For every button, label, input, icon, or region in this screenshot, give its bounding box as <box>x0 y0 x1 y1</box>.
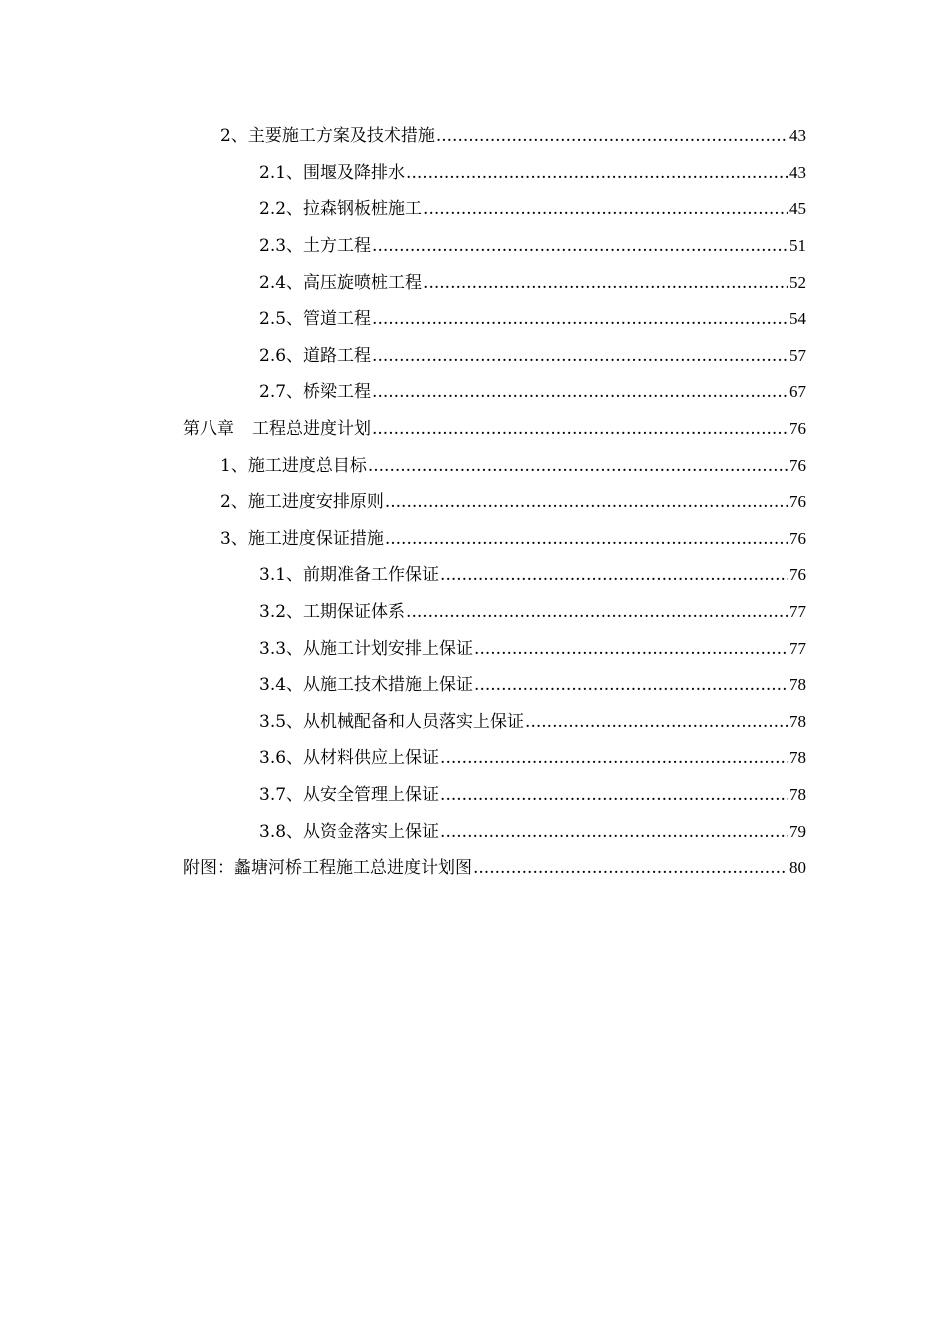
entry-page-number: 78 <box>789 748 806 768</box>
entry-title: 从安全管理上保证 <box>303 784 440 805</box>
toc-entry[interactable] <box>0 155 950 192</box>
entry-title: 道路工程 <box>303 345 372 366</box>
toc-entry[interactable] <box>0 521 950 558</box>
entry-number: 2.5、 <box>259 309 304 330</box>
entry-page-number: 79 <box>789 821 806 841</box>
entry-number: 1、 <box>220 455 248 476</box>
entry-page-number: 67 <box>789 382 806 402</box>
dot-leader <box>372 419 788 439</box>
entry-title: 主要施工方案及技术措施 <box>247 126 435 147</box>
entry-title: 前期准备工作保证 <box>303 565 440 586</box>
entry-number: 2、 <box>220 126 248 147</box>
entry-page-number: 43 <box>789 162 806 182</box>
entry-page-number: 78 <box>789 784 806 804</box>
entry-page-number: 57 <box>789 345 806 365</box>
entry-title: 从机械配备和人员落实上保证 <box>303 711 525 732</box>
entry-title: 管道工程 <box>303 309 372 330</box>
dot-leader <box>473 858 788 878</box>
dot-leader <box>423 273 788 293</box>
entry-page-number: 54 <box>789 309 806 329</box>
entry-title: 工期保证体系 <box>303 602 406 623</box>
entry-number: 3.8、 <box>259 821 304 842</box>
entry-number: 2.6、 <box>259 345 304 366</box>
toc-entry[interactable] <box>0 301 950 338</box>
entry-page-number: 76 <box>789 492 806 512</box>
entry-number: 3.3、 <box>259 638 304 659</box>
entry-page-number: 45 <box>789 199 806 219</box>
entry-number: 3.2、 <box>259 602 304 623</box>
entry-page-number: 76 <box>789 419 806 439</box>
toc-entry[interactable] <box>0 667 950 704</box>
dot-leader <box>525 712 788 732</box>
entry-page-number: 78 <box>789 675 806 695</box>
table-of-contents <box>0 118 950 886</box>
entry-title: 施工进度总目标 <box>247 455 367 476</box>
entry-number: 3.4、 <box>259 675 304 696</box>
entry-number: 第八章 <box>183 419 234 440</box>
dot-leader <box>406 163 788 183</box>
entry-page-number: 77 <box>789 602 806 622</box>
toc-entry[interactable] <box>0 374 950 411</box>
toc-entry[interactable] <box>0 228 950 265</box>
entry-page-number: 77 <box>789 638 806 658</box>
entry-page-number: 80 <box>789 858 806 878</box>
toc-entry[interactable] <box>0 264 950 301</box>
entry-number: 3.7、 <box>259 784 304 805</box>
toc-entry[interactable] <box>0 813 950 850</box>
dot-leader <box>474 675 788 695</box>
toc-entry[interactable] <box>0 338 950 375</box>
dot-leader <box>372 309 788 329</box>
entry-page-number: 51 <box>789 236 806 256</box>
dot-leader <box>372 382 788 402</box>
dot-leader <box>436 126 788 146</box>
entry-title: 桥梁工程 <box>303 382 372 403</box>
entry-title: 施工进度安排原则 <box>247 492 384 513</box>
toc-entry[interactable] <box>0 630 950 667</box>
toc-entry[interactable] <box>0 704 950 741</box>
entry-page-number: 76 <box>789 528 806 548</box>
dot-leader <box>440 785 788 805</box>
entry-title: 工程总进度计划 <box>252 419 371 440</box>
toc-entry[interactable] <box>0 777 950 814</box>
dot-leader <box>440 565 788 585</box>
dot-leader <box>372 236 788 256</box>
entry-number: 2、 <box>220 492 248 513</box>
dot-leader <box>385 529 788 549</box>
entry-page-number: 52 <box>789 272 806 292</box>
entry-number: 2.1、 <box>259 162 304 183</box>
toc-entry[interactable] <box>0 740 950 777</box>
entry-title: 土方工程 <box>303 236 372 257</box>
dot-leader <box>423 199 788 219</box>
entry-title: 围堰及降排水 <box>303 162 406 183</box>
dot-leader <box>385 492 788 512</box>
entry-number: 2.7、 <box>259 382 304 403</box>
dot-leader <box>474 639 788 659</box>
toc-entry-appendix[interactable] <box>0 850 950 887</box>
entry-page-number: 76 <box>789 565 806 585</box>
entry-number: 附图： <box>183 858 234 879</box>
entry-number: 3、 <box>220 528 248 549</box>
entry-page-number: 78 <box>789 711 806 731</box>
entry-title: 施工进度保证措施 <box>247 528 384 549</box>
entry-number: 3.5、 <box>259 711 304 732</box>
entry-title: 拉森钢板桩施工 <box>303 199 423 220</box>
toc-entry-chapter[interactable] <box>0 411 950 448</box>
toc-entry[interactable] <box>0 447 950 484</box>
entry-title: 从资金落实上保证 <box>303 821 440 842</box>
dot-leader <box>372 346 788 366</box>
toc-entry[interactable] <box>0 557 950 594</box>
entry-title: 从施工技术措施上保证 <box>303 675 474 696</box>
entry-title: 从施工计划安排上保证 <box>303 638 474 659</box>
entry-title: 高压旋喷桩工程 <box>303 272 423 293</box>
toc-entry[interactable] <box>0 484 950 521</box>
entry-number: 3.1、 <box>259 565 304 586</box>
entry-title: 蠡塘河桥工程施工总进度计划图 <box>234 858 472 879</box>
entry-page-number: 76 <box>789 455 806 475</box>
toc-entry[interactable] <box>0 118 950 155</box>
dot-leader <box>440 822 788 842</box>
toc-entry[interactable] <box>0 191 950 228</box>
entry-number: 3.6、 <box>259 748 304 769</box>
entry-title: 从材料供应上保证 <box>303 748 440 769</box>
entry-number: 2.3、 <box>259 236 304 257</box>
dot-leader <box>440 748 788 768</box>
entry-page-number: 43 <box>789 126 806 146</box>
entry-number: 2.2、 <box>259 199 304 220</box>
dot-leader <box>368 456 788 476</box>
dot-leader <box>406 602 788 622</box>
entry-number: 2.4、 <box>259 272 304 293</box>
toc-entry[interactable] <box>0 594 950 631</box>
